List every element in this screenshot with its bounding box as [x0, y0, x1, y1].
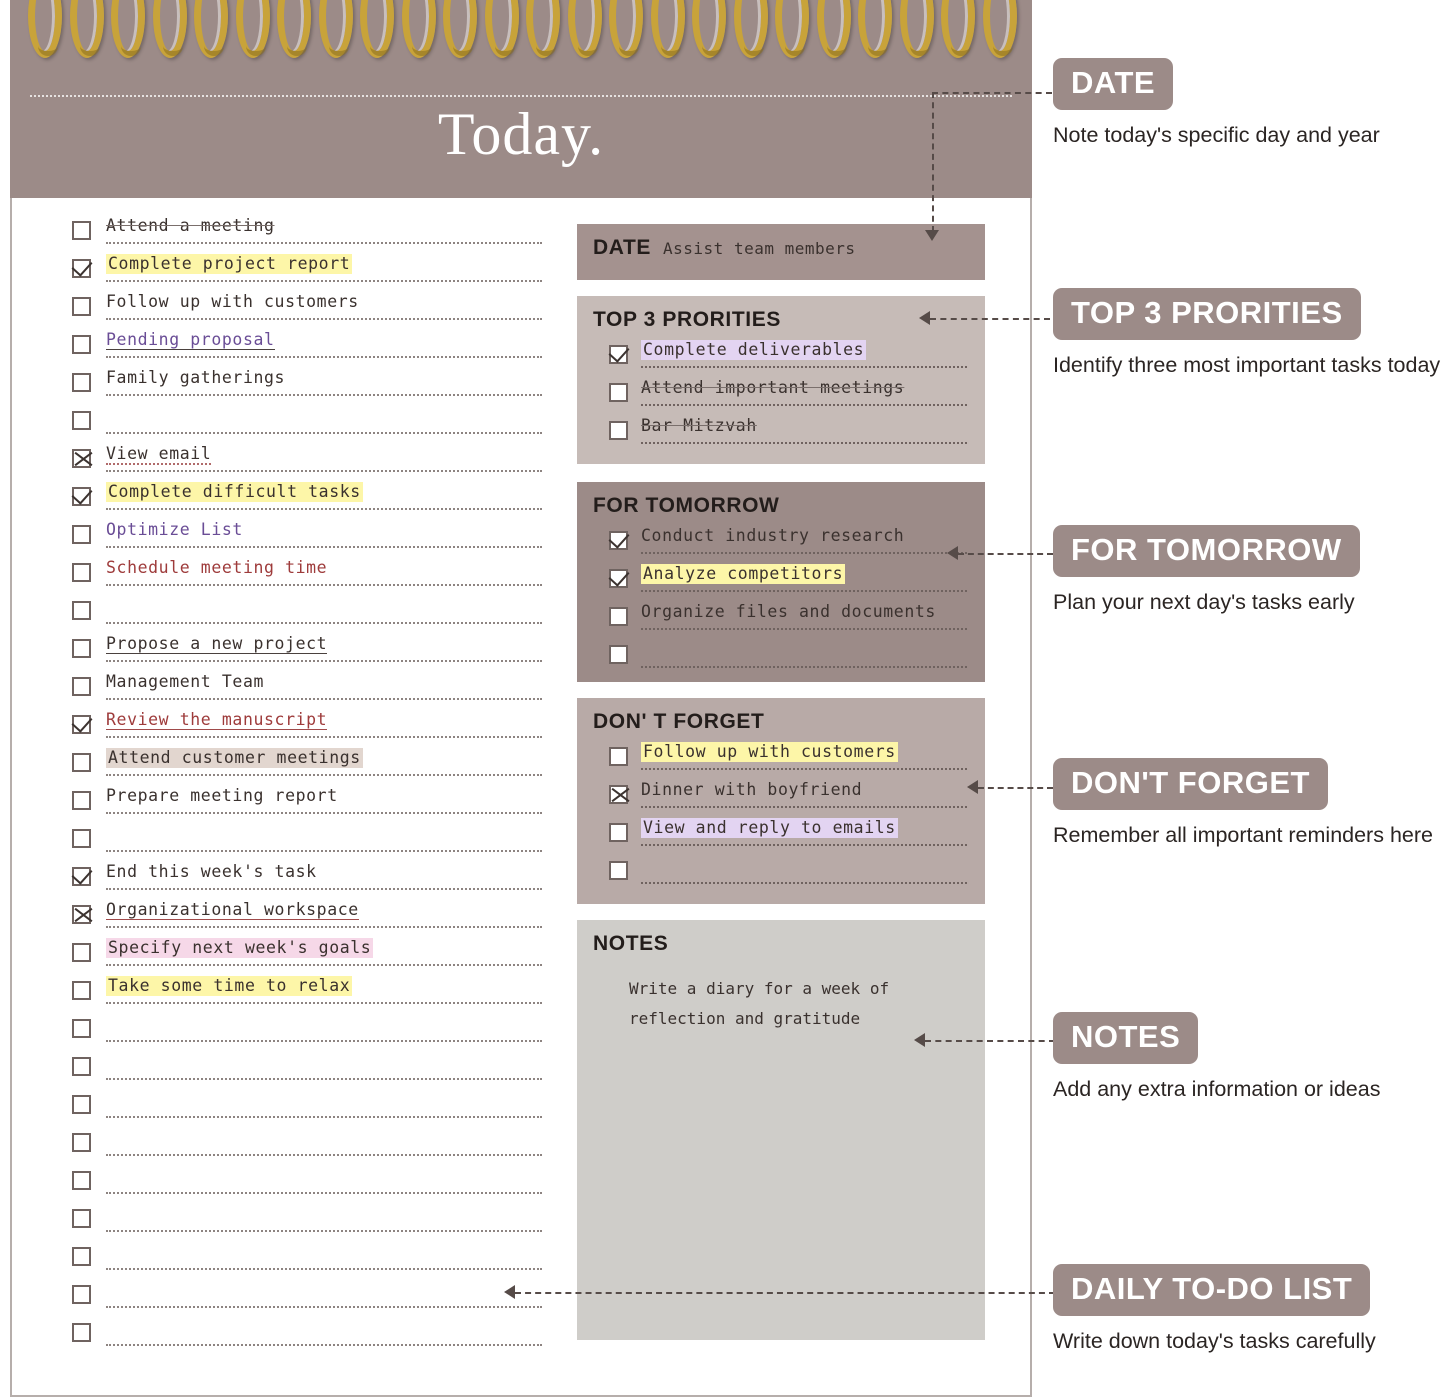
list-item-label: Schedule meeting time — [106, 558, 328, 577]
callout-for-tomorrow-label: FOR TOMORROW — [1053, 525, 1360, 577]
date-box-value: Assist team members — [663, 239, 856, 258]
list-item-label: Attend a meeting — [106, 216, 275, 235]
date-box[interactable] — [577, 224, 985, 280]
list-item-label: Organize files and documents — [641, 602, 936, 621]
write-line — [106, 280, 542, 282]
list-item[interactable] — [72, 634, 542, 672]
checkbox-icon[interactable] — [72, 829, 91, 848]
spiral-ring — [900, 0, 934, 58]
list-item[interactable] — [72, 520, 542, 558]
list-item[interactable] — [609, 640, 969, 678]
write-line — [106, 470, 542, 472]
list-item-label: Optimize List — [106, 520, 243, 539]
checkbox-icon[interactable] — [609, 569, 628, 588]
list-item-label: Dinner with boyfriend — [641, 780, 863, 799]
list-item[interactable] — [72, 1090, 542, 1128]
write-line — [106, 698, 542, 700]
arrow-top3-head — [919, 311, 930, 325]
list-item-label: Pending proposal — [106, 330, 275, 349]
checkbox-icon[interactable] — [72, 335, 91, 354]
arrow-date-h — [932, 92, 1052, 94]
dont-forget-rows[interactable] — [593, 742, 969, 894]
list-item[interactable] — [72, 938, 542, 976]
list-item-label: Propose a new project — [106, 634, 328, 653]
checkbox-icon[interactable] — [72, 449, 91, 468]
arrow-daily-todo-head — [504, 1285, 515, 1299]
checkbox-icon[interactable] — [72, 1323, 91, 1342]
notes-title: NOTES — [593, 932, 669, 955]
list-item-label: Conduct industry research — [641, 526, 905, 545]
arrow-notes-head — [914, 1033, 925, 1047]
dont-forget-title: DON' T FORGET — [593, 710, 765, 733]
list-item-label: Management Team — [106, 672, 265, 691]
arrow-top3 — [930, 318, 1050, 320]
list-item[interactable] — [72, 710, 542, 748]
list-item-label: Attend important meetings — [641, 378, 905, 397]
checkbox-icon[interactable] — [609, 607, 628, 626]
list-item[interactable] — [72, 1128, 542, 1166]
spiral-ring — [236, 0, 270, 58]
arrow-tomorrow — [958, 553, 1053, 555]
list-item[interactable] — [72, 1280, 542, 1318]
list-item-label: View email — [106, 444, 212, 463]
checkbox-icon[interactable] — [72, 563, 91, 582]
checkbox-icon[interactable] — [72, 981, 91, 1000]
arrow-daily-todo — [515, 1292, 1055, 1294]
spiral-ring — [28, 0, 62, 58]
checkbox-icon[interactable] — [72, 373, 91, 392]
for-tomorrow-box[interactable] — [577, 482, 985, 682]
dont-forget-box[interactable] — [577, 698, 985, 904]
checkbox-icon[interactable] — [609, 747, 628, 766]
list-item[interactable] — [609, 856, 969, 894]
top-priorities-title: TOP 3 PRORITIES — [593, 308, 781, 331]
spiral-ring — [319, 0, 353, 58]
list-item[interactable] — [609, 526, 969, 564]
callout-top-priorities — [1053, 288, 1440, 380]
write-line — [106, 1230, 542, 1232]
callout-daily-todo-label: DAILY TO-DO LIST — [1053, 1264, 1370, 1316]
spiral-ring — [817, 0, 851, 58]
spiral-ring — [402, 0, 436, 58]
list-item-label: Follow up with customers — [106, 292, 359, 311]
spiral-ring — [194, 0, 228, 58]
write-line — [106, 356, 542, 358]
list-item[interactable] — [72, 1242, 542, 1280]
write-line — [641, 442, 967, 444]
write-line — [641, 552, 967, 554]
write-line — [106, 1268, 542, 1270]
list-item[interactable] — [609, 742, 969, 780]
list-item[interactable] — [72, 862, 542, 900]
write-line — [106, 850, 542, 852]
write-line — [641, 844, 967, 846]
spiral-binding — [10, 0, 1032, 92]
for-tomorrow-title: FOR TOMORROW — [593, 494, 780, 517]
checkbox-icon[interactable] — [72, 1247, 91, 1266]
write-line — [106, 1040, 542, 1042]
checkbox-icon[interactable] — [72, 525, 91, 544]
list-item[interactable] — [72, 824, 542, 862]
checkbox-icon[interactable] — [72, 487, 91, 506]
callout-top-priorities-label: TOP 3 PRORITIES — [1053, 288, 1361, 340]
list-item-label: Complete difficult tasks — [108, 482, 361, 501]
checkbox-icon[interactable] — [72, 297, 91, 316]
list-item[interactable] — [72, 748, 542, 786]
notes-line-1: Write a diary for a week of — [629, 979, 890, 998]
write-line — [106, 774, 542, 776]
write-line — [106, 622, 542, 624]
checkbox-icon[interactable] — [609, 383, 628, 402]
checkbox-icon[interactable] — [72, 867, 91, 886]
write-line — [106, 1154, 542, 1156]
list-item-label: Family gatherings — [106, 368, 286, 387]
list-item-label: End this week's task — [106, 862, 317, 881]
write-line — [106, 1192, 542, 1194]
list-item[interactable] — [72, 254, 542, 292]
write-line — [641, 768, 967, 770]
write-line — [106, 888, 542, 890]
spiral-ring — [734, 0, 768, 58]
callout-daily-todo-desc: Write down today's tasks carefully — [1053, 1329, 1376, 1353]
checkbox-icon[interactable] — [72, 601, 91, 620]
list-item[interactable] — [72, 900, 542, 938]
list-item[interactable] — [72, 292, 542, 330]
checkbox-icon[interactable] — [609, 861, 628, 880]
callout-date-label: DATE — [1053, 58, 1173, 110]
list-item[interactable] — [72, 672, 542, 710]
callout-date-desc: Note today's specific day and year — [1053, 123, 1380, 147]
spiral-ring — [941, 0, 975, 58]
callout-notes-label: NOTES — [1053, 1012, 1198, 1064]
arrow-dont-forget-head — [967, 780, 978, 794]
checkbox-icon[interactable] — [72, 1019, 91, 1038]
callout-for-tomorrow — [1053, 525, 1360, 617]
arrow-tomorrow-head — [947, 546, 958, 560]
write-line — [106, 508, 542, 510]
write-line — [641, 366, 967, 368]
write-line — [106, 1116, 542, 1118]
spiral-ring — [983, 0, 1017, 58]
list-item[interactable] — [72, 406, 542, 444]
checkbox-icon[interactable] — [72, 943, 91, 962]
write-line — [106, 432, 542, 434]
spiral-ring — [568, 0, 602, 58]
spiral-ring — [858, 0, 892, 58]
list-item[interactable] — [609, 564, 969, 602]
arrow-dont-forget — [978, 787, 1053, 789]
write-line — [106, 812, 542, 814]
list-item[interactable] — [72, 558, 542, 596]
list-item[interactable] — [72, 1052, 542, 1090]
checkbox-icon[interactable] — [609, 531, 628, 550]
checkbox-icon[interactable] — [72, 221, 91, 240]
date-box-label: DATE — [593, 236, 652, 259]
checkbox-icon[interactable] — [72, 1133, 91, 1152]
spiral-ring — [443, 0, 477, 58]
callout-for-tomorrow-desc: Plan your next day's tasks early — [1053, 590, 1355, 614]
write-line — [106, 546, 542, 548]
list-item-label: Complete deliverables — [643, 340, 865, 359]
write-line — [106, 584, 542, 586]
list-item[interactable] — [609, 780, 969, 818]
checkbox-icon[interactable] — [72, 1171, 91, 1190]
list-item-label: Review the manuscript — [106, 710, 328, 729]
daily-todo-list[interactable] — [72, 216, 542, 1356]
write-line — [106, 394, 542, 396]
notepad — [10, 0, 1032, 1397]
checkbox-icon[interactable] — [72, 715, 91, 734]
notepad-body — [10, 198, 1032, 1397]
callout-daily-todo — [1053, 1264, 1376, 1356]
list-item[interactable] — [72, 216, 542, 254]
spiral-ring — [526, 0, 560, 58]
write-line — [106, 1002, 542, 1004]
list-item-label: Follow up with customers — [643, 742, 896, 761]
write-line — [641, 666, 967, 668]
write-line — [641, 628, 967, 630]
spiral-ring — [153, 0, 187, 58]
list-item-label: Complete project report — [108, 254, 351, 273]
list-item-label: Bar Mitzvah — [641, 416, 757, 435]
callout-dont-forget — [1053, 758, 1433, 850]
list-item[interactable] — [609, 818, 969, 856]
checkbox-icon[interactable] — [609, 785, 628, 804]
write-line — [641, 404, 967, 406]
spiral-ring — [651, 0, 685, 58]
checkbox-icon[interactable] — [609, 345, 628, 364]
spiral-ring — [692, 0, 726, 58]
for-tomorrow-rows[interactable] — [593, 526, 969, 678]
list-item[interactable] — [609, 340, 969, 378]
list-item[interactable] — [72, 786, 542, 824]
checkbox-icon[interactable] — [72, 1095, 91, 1114]
checkbox-icon[interactable] — [72, 1209, 91, 1228]
list-item-label: Attend customer meetings — [108, 748, 361, 767]
list-item-label: Organizational workspace — [106, 900, 359, 919]
write-line — [641, 590, 967, 592]
callout-date — [1053, 58, 1380, 150]
list-item[interactable] — [72, 1166, 542, 1204]
list-item[interactable] — [72, 1014, 542, 1052]
list-item[interactable] — [72, 596, 542, 634]
spiral-ring — [609, 0, 643, 58]
list-item-label: Prepare meeting report — [106, 786, 338, 805]
list-item[interactable] — [609, 378, 969, 416]
notes-line-2: reflection and gratitude — [629, 1009, 861, 1028]
write-line — [106, 242, 542, 244]
checkbox-icon[interactable] — [72, 791, 91, 810]
checkbox-icon[interactable] — [609, 823, 628, 842]
checkbox-icon[interactable] — [72, 753, 91, 772]
checkbox-icon[interactable] — [72, 1285, 91, 1304]
list-item-label: Specify next week's goals — [108, 938, 372, 957]
list-item[interactable] — [72, 976, 542, 1014]
write-line — [106, 736, 542, 738]
checkbox-icon[interactable] — [72, 677, 91, 696]
write-line — [106, 964, 542, 966]
list-item[interactable] — [609, 602, 969, 640]
checkbox-icon[interactable] — [609, 645, 628, 664]
arrow-notes — [925, 1040, 1055, 1042]
spiral-ring — [70, 0, 104, 58]
spiral-ring — [360, 0, 394, 58]
checkbox-icon[interactable] — [72, 411, 91, 430]
checkbox-icon[interactable] — [72, 259, 91, 278]
write-line — [106, 318, 542, 320]
write-line — [106, 660, 542, 662]
list-item[interactable] — [72, 1318, 542, 1356]
write-line — [641, 882, 967, 884]
list-item[interactable] — [72, 1204, 542, 1242]
arrow-date-v — [932, 92, 934, 232]
spiral-ring — [277, 0, 311, 58]
list-item[interactable] — [72, 482, 542, 520]
callout-dont-forget-desc: Remember all important reminders here — [1053, 823, 1433, 847]
list-item-label: Analyze competitors — [643, 564, 844, 583]
list-item-label: View and reply to emails — [643, 818, 896, 837]
callout-top-priorities-desc: Identify three most important tasks today — [1053, 353, 1441, 377]
page-title: Today. — [437, 101, 605, 167]
list-item-label: Take some time to relax — [108, 976, 351, 995]
spiral-ring — [485, 0, 519, 58]
write-line — [106, 1306, 542, 1308]
notes-content — [629, 974, 969, 1034]
spiral-ring — [111, 0, 145, 58]
write-line — [106, 1344, 542, 1346]
spiral-ring — [775, 0, 809, 58]
write-line — [106, 926, 542, 928]
callout-notes — [1053, 1012, 1380, 1104]
list-item[interactable] — [72, 368, 542, 406]
callout-dont-forget-label: DON'T FORGET — [1053, 758, 1328, 810]
checkbox-icon[interactable] — [72, 639, 91, 658]
callout-notes-desc: Add any extra information or ideas — [1053, 1077, 1381, 1101]
checkbox-icon[interactable] — [72, 905, 91, 924]
list-item[interactable] — [72, 330, 542, 368]
perforation-line — [30, 95, 1012, 97]
notes-box[interactable] — [577, 920, 985, 1340]
arrow-date-head — [925, 230, 939, 241]
checkbox-icon[interactable] — [72, 1057, 91, 1076]
write-line — [641, 806, 967, 808]
list-item[interactable] — [609, 416, 969, 454]
write-line — [106, 1078, 542, 1080]
checkbox-icon[interactable] — [609, 421, 628, 440]
top-priorities-rows[interactable] — [593, 340, 969, 454]
list-item[interactable] — [72, 444, 542, 482]
